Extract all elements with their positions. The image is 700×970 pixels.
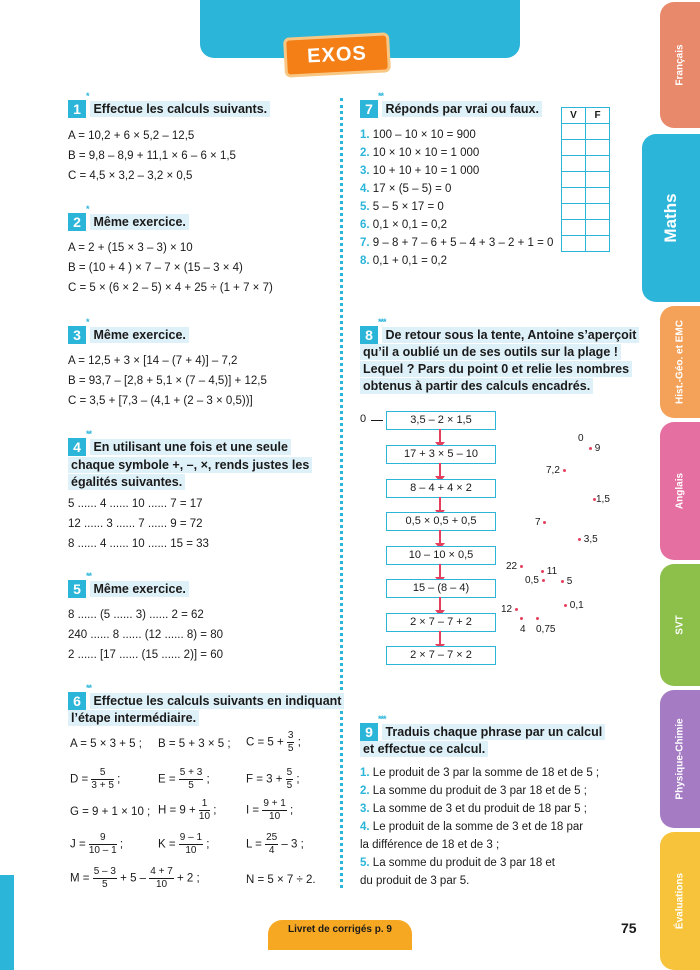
exercise-number: 3 [68, 326, 86, 344]
answer-cell[interactable] [562, 220, 586, 236]
tab-evaluations[interactable]: Évaluations [660, 832, 700, 970]
calc-line: 2 ...... [17 ...... (15 ...... 2)] = 60 [68, 649, 224, 661]
answer-cell[interactable] [562, 236, 586, 252]
translation-item: 4. Le produit de la somme de 3 et de 18 par [360, 821, 584, 833]
point-marker [561, 580, 564, 583]
header-v: V [562, 108, 586, 124]
translation-item: 5. La somme du produit de 3 par 18 et [360, 857, 555, 869]
start-point-label: 0 [360, 413, 367, 425]
calc-L: L = $\frac{25}{4}$ – 3 ; [246, 832, 304, 856]
flow-arrow [439, 429, 441, 443]
exercise-title: Même exercice. [90, 214, 188, 230]
tab-anglais[interactable]: Anglais [660, 422, 700, 560]
true-false-item: 7. 9 – 8 + 7 – 6 + 5 – 4 + 3 – 2 + 1 = 0 [360, 237, 554, 249]
difficulty-stars: ** [86, 683, 92, 693]
calc-M: M = $\frac{5 - 3}{5}$ + 5 – $\frac{4 + 7}{10}$ + 2 ; [70, 866, 200, 890]
calc-G: G = 9 + 1 × 10 ; [70, 806, 151, 818]
answer-cell[interactable] [586, 236, 610, 252]
point-marker [563, 469, 566, 472]
flow-arrow [439, 597, 441, 611]
plot-point: 7 [535, 517, 546, 528]
difficulty-stars: *** [378, 317, 386, 327]
answer-cell[interactable] [562, 140, 586, 156]
plot-point: 0,75 [536, 613, 555, 635]
true-false-item: 1. 100 – 10 × 10 = 900 [360, 129, 476, 141]
point-marker [564, 604, 567, 607]
flow-arrow [439, 631, 441, 645]
calc-line: C = 3,5 + [7,3 – (4,1 + (2 – 3 × 0,5))] [68, 395, 253, 407]
plot-point: 9 [589, 443, 600, 454]
exercise-6-header [68, 683, 344, 710]
plot-point: 22 [506, 561, 523, 572]
difficulty-stars: * [86, 91, 89, 101]
fraction: $\frac{5 - 3}{5}$ [93, 866, 116, 890]
fraction: $\frac{9}{10 - 1}$ [88, 832, 117, 856]
answer-cell[interactable] [562, 188, 586, 204]
exercise-title-line: égalités suivantes. [68, 474, 185, 490]
fraction: $\frac{3}{5}$ [287, 730, 294, 754]
calc-line: A = 12,5 + 3 × [14 – (7 + 4)] – 7,2 [68, 355, 238, 367]
difficulty-stars: ** [86, 571, 92, 581]
calc-line: C = 4,5 × 3,2 – 3,2 × 0,5 [68, 170, 193, 182]
translation-item: 2. La somme du produit de 3 par 18 et de 5 ; [360, 785, 587, 797]
flow-arrow [439, 463, 441, 477]
tab-svt[interactable]: SVT [660, 564, 700, 686]
answer-booklet-link[interactable]: Livret de corrigés p. 9 [268, 920, 412, 950]
true-false-item: 6. 0,1 × 0,1 = 0,2 [360, 219, 447, 231]
exercise-title: En utilisant une fois et une seule [90, 439, 290, 455]
exercise-title: De retour sous la tente, Antoine s’aperçoit [382, 327, 639, 343]
point-marker [536, 617, 539, 620]
true-false-grid [561, 107, 610, 252]
exercise-number: 4 [68, 438, 86, 456]
calc-line: B = 9,8 – 8,9 + 11,1 × 6 – 6 × 1,5 [68, 150, 236, 162]
exercise-title: Réponds par vrai ou faux. [382, 101, 542, 117]
difficulty-stars: ** [86, 429, 92, 439]
true-false-item: 2. 10 × 10 × 10 = 1 000 [360, 147, 480, 159]
difficulty-stars: * [86, 204, 89, 214]
answer-cell[interactable] [586, 140, 610, 156]
calc-box: 2 × 7 – 7 + 2 [386, 613, 496, 632]
translation-item-continued: du produit de 3 par 5. [360, 875, 470, 887]
exercise-number: 1 [68, 100, 86, 118]
flow-arrow [439, 497, 441, 511]
translation-item-continued: la différence de 18 et de 3 ; [360, 839, 500, 851]
point-marker [589, 447, 592, 450]
translation-item: 3. La somme de 3 et du produit de 18 par 5 ; [360, 803, 587, 815]
exercise-number: 8 [360, 326, 378, 344]
point-marker [541, 570, 544, 573]
plot-point: 1,5 [593, 494, 610, 505]
exercise-7-header [360, 91, 542, 118]
translation-item: 1. Le produit de 3 par la somme de 18 et de 5 ; [360, 767, 600, 779]
tab-maths[interactable]: Maths [642, 134, 700, 302]
point-marker [578, 538, 581, 541]
calc-line: 5 ...... 4 ...... 10 ...... 7 = 17 [68, 498, 203, 510]
exercise-title-line: obtenus à partir des calculs encadrés. [360, 378, 593, 394]
fraction: $\frac{9 - 1}{10}$ [179, 832, 203, 856]
tab-physique-chimie[interactable]: Physique-Chimie [660, 690, 700, 828]
exercise-number: 2 [68, 213, 86, 231]
calc-line: B = (10 + 4 ) × 7 – 7 × (15 – 3 × 4) [68, 262, 243, 274]
exercise-title: Traduis chaque phrase par un calcul [382, 724, 605, 740]
calc-K: K = $\frac{9 - 1}{10}$ ; [158, 832, 210, 856]
calc-box: 15 – (8 – 4) [386, 579, 496, 598]
exercise-title-line: Lequel ? Pars du point 0 et relie les nombres [360, 361, 632, 377]
calc-box: 3,5 – 2 × 1,5 [386, 411, 496, 430]
answer-cell[interactable] [586, 204, 610, 220]
calc-box: 0,5 × 0,5 + 0,5 [386, 512, 496, 531]
exercise-4-header [68, 429, 291, 456]
plot-point: 3,5 [578, 534, 598, 545]
calc-line: B = 93,7 – [2,8 + 5,1 × (7 – 4,5)] + 12,5 [68, 375, 267, 387]
calc-line: 12 ...... 3 ...... 7 ...... 9 = 72 [68, 518, 203, 530]
calc-E: E = $\frac{5 + 3}{5}$ ; [158, 767, 210, 791]
start-arrow [371, 420, 383, 421]
exercise-9-header [360, 714, 605, 741]
difficulty-stars: *** [378, 714, 386, 724]
exercise-8-header [360, 317, 639, 344]
point-marker [515, 608, 518, 611]
calc-box: 10 – 10 × 0,5 [386, 546, 496, 565]
calc-line: 240 ...... 8 ...... (12 ...... 8) = 80 [68, 629, 224, 641]
fraction: $\frac{1}{10}$ [198, 798, 211, 822]
calc-N: N = 5 × 7 ÷ 2. [246, 874, 316, 886]
point-marker [520, 617, 523, 620]
plot-point: 0 [578, 433, 584, 444]
calc-box: 17 + 3 × 5 – 10 [386, 445, 496, 464]
fraction: $\frac{25}{4}$ [266, 832, 278, 856]
exercise-2-header [68, 204, 189, 231]
plot-point: 4 [520, 613, 526, 635]
difficulty-stars: * [86, 317, 89, 327]
exercise-title: Effectue les calculs suivants. [90, 101, 270, 117]
calc-line: C = 5 × (6 × 2 – 5) × 4 + 25 ÷ (1 + 7 × 7) [68, 282, 273, 294]
true-false-item: 4. 17 × (5 – 5) = 0 [360, 183, 452, 195]
calc-I: I = $\frac{9 + 1}{10}$ ; [246, 798, 294, 822]
true-false-item: 8. 0,1 + 0,1 = 0,2 [360, 255, 447, 267]
exercise-number: 7 [360, 100, 378, 118]
fraction: $\frac{5}{3 + 5}$ [91, 767, 114, 791]
exercise-5-header [68, 571, 189, 598]
answer-cell[interactable] [562, 172, 586, 188]
calc-C: C = 5 + $\frac{3}{5}$ ; [246, 730, 301, 754]
answer-cell[interactable] [562, 156, 586, 172]
exercise-title-line: l’étape intermédiaire. [68, 710, 199, 726]
column-divider [340, 98, 343, 888]
calc-box: 8 – 4 + 4 × 2 [386, 479, 496, 498]
true-false-item: 5. 5 – 5 × 17 = 0 [360, 201, 444, 213]
exos-label: EXOS [286, 35, 388, 74]
calc-F: F = 3 + $\frac{5}{5}$ ; [246, 767, 300, 791]
difficulty-stars: ** [378, 91, 384, 101]
calc-J: J = $\frac{9}{10 - 1}$ ; [70, 832, 124, 856]
calc-box: 2 × 7 – 7 × 2 [386, 646, 496, 665]
calc-H: H = 9 + $\frac{1}{10}$ ; [158, 798, 217, 822]
flow-arrow [439, 564, 441, 578]
point-marker [520, 565, 523, 568]
calc-line: 8 ...... 4 ...... 10 ...... 15 = 33 [68, 538, 209, 550]
plot-point: 7,2 [546, 465, 566, 476]
calc-B: B = 5 + 3 × 5 ; [158, 738, 231, 750]
left-accent-bar [0, 875, 14, 970]
fraction: $\frac{9 + 1}{10}$ [263, 798, 286, 822]
page-number: 75 [621, 920, 637, 936]
plot-point: 0,1 [564, 600, 584, 611]
plot-point: 5 [561, 576, 572, 587]
header-f: F [586, 108, 610, 124]
calc-line: 8 ...... (5 ...... 3) ...... 2 = 62 [68, 609, 204, 621]
fraction: $\frac{4 + 7}{10}$ [150, 866, 173, 890]
exercise-title-line: et effectue ce calcul. [360, 741, 488, 757]
answer-cell[interactable] [586, 220, 610, 236]
plot-point: 12 [501, 604, 518, 615]
point-marker [542, 579, 545, 582]
calc-line: A = 2 + (15 × 3 – 3) × 10 [68, 242, 193, 254]
answer-cell[interactable] [586, 172, 610, 188]
fraction: $\frac{5}{5}$ [286, 767, 293, 791]
exercise-title-line: chaque symbole +, –, ×, rends justes les [68, 457, 312, 473]
exercise-number: 9 [360, 723, 378, 741]
tab-francais[interactable]: Français [660, 2, 700, 128]
exercise-title: Même exercice. [90, 327, 188, 343]
calc-A: A = 5 × 3 + 5 ; [70, 738, 142, 750]
answer-cell[interactable] [586, 124, 610, 140]
fraction: $\frac{5 + 3}{5}$ [179, 767, 203, 791]
exercise-1-header [68, 91, 270, 118]
answer-cell[interactable] [562, 124, 586, 140]
true-false-item: 3. 10 + 10 + 10 = 1 000 [360, 165, 480, 177]
answer-cell[interactable] [586, 156, 610, 172]
calc-D: D = $\frac{5}{3 + 5}$ ; [70, 767, 121, 791]
exercise-number: 6 [68, 692, 86, 710]
exercise-3-header [68, 317, 189, 344]
plot-point: 11 [541, 566, 557, 577]
exercise-number: 5 [68, 580, 86, 598]
flow-arrow [439, 530, 441, 544]
exercise-title-line: qu’il a oublié un de ses outils sur la plage ! [360, 344, 621, 360]
exercise-title: Même exercice. [90, 581, 188, 597]
answer-cell[interactable] [586, 188, 610, 204]
point-marker [543, 521, 546, 524]
answer-cell[interactable] [562, 204, 586, 220]
plot-point: 0,5 [525, 575, 545, 586]
exercise-title: Effectue les calculs suivants en indiquant [90, 693, 344, 709]
calc-line: A = 10,2 + 6 × 5,2 – 12,5 [68, 130, 195, 142]
tab-hist-geo[interactable]: Hist.-Géo. et EMC [660, 306, 700, 418]
